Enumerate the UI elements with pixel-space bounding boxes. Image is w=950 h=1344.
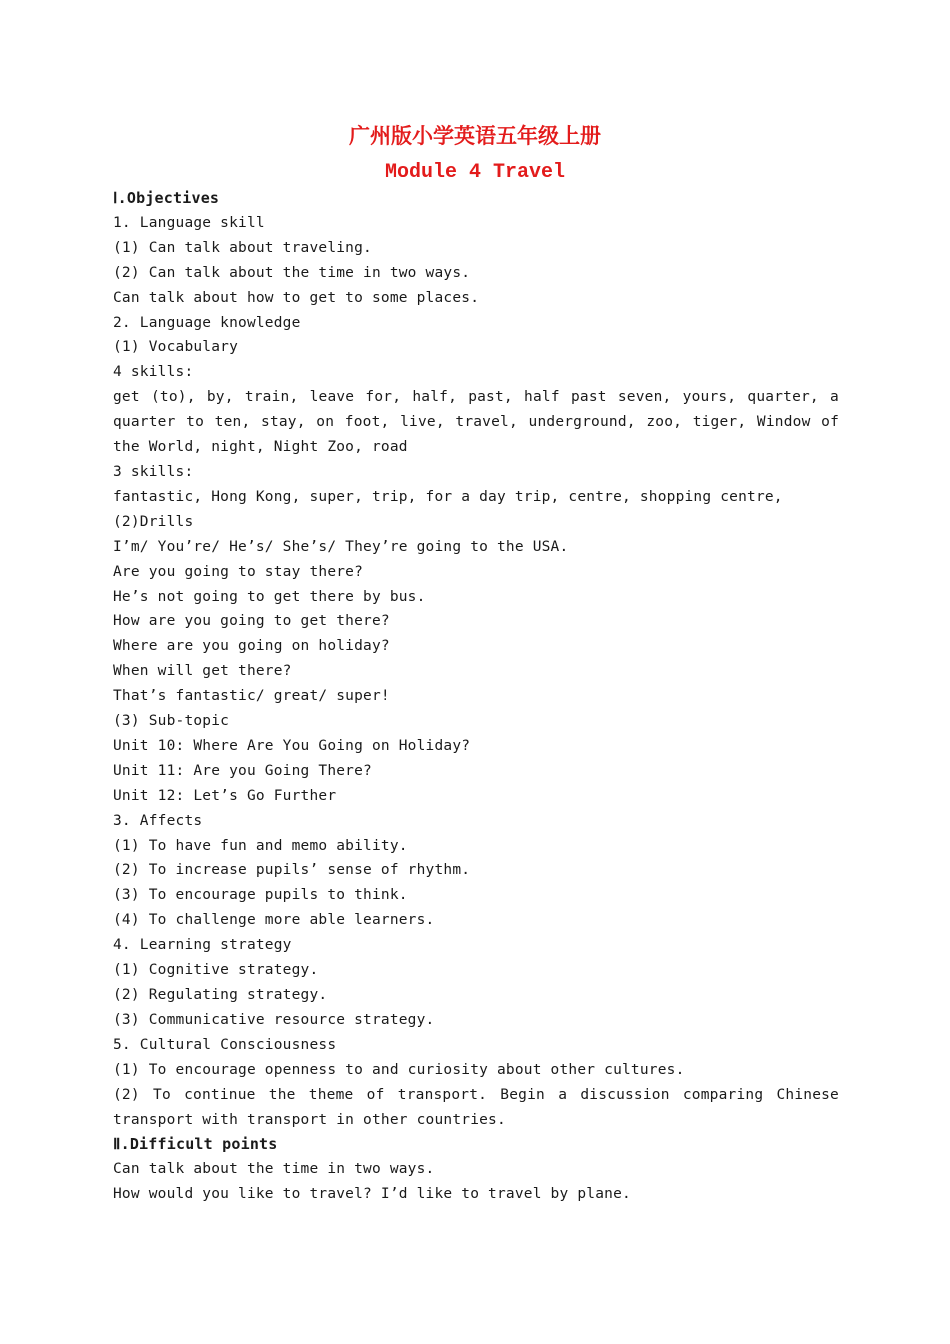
text-line: Where are you going on holiday? — [113, 638, 390, 655]
text-line: When will get there? — [113, 663, 292, 680]
text-line: He’s not going to get there by bus. — [113, 588, 426, 605]
text-line: 1. Language skill — [113, 214, 265, 231]
text-line: Are you going to stay there? — [113, 563, 364, 580]
text-line: (2)Drills — [113, 513, 194, 530]
section-heading: Ⅱ.Difficult points — [113, 1135, 278, 1154]
text-line: 2. Language knowledge — [113, 314, 301, 331]
text-line: How would you like to travel? I’d like to travel by plane. — [113, 1186, 631, 1203]
document-body — [113, 186, 839, 1207]
text-line: (3) Communicative resource strategy. — [113, 1011, 435, 1028]
module-title: Module 4 Travel — [384, 161, 566, 184]
text-line: (3) To encourage pupils to think. — [113, 887, 408, 904]
text-line: 4. Learning strategy — [113, 937, 292, 954]
text-line: Can talk about how to get to some places. — [113, 289, 480, 306]
document-title-chinese: 广州版小学英语五年级上册 — [349, 123, 601, 148]
text-line: 5. Cultural Consciousness — [113, 1036, 337, 1053]
text-line: 3 skills: — [113, 463, 194, 480]
section-heading: Ⅰ.Objectives — [113, 189, 220, 207]
text-line: (2) To increase pupils’ sense of rhythm. — [113, 862, 471, 879]
text-line: Unit 12: Let’s Go Further — [113, 787, 337, 804]
text-line: (1) Cognitive strategy. — [113, 962, 319, 979]
text-line: (1) Can talk about traveling. — [113, 239, 372, 256]
text-line: (4) To challenge more able learners. — [113, 912, 435, 929]
text-line: Can talk about the time in two ways. — [113, 1161, 435, 1178]
text-line: 4 skills: — [113, 364, 194, 381]
text-line: (1) To have fun and memo ability. — [113, 837, 408, 854]
text-line: (3) Sub-topic — [113, 713, 230, 730]
text-line: Unit 11: Are you Going There? — [113, 762, 372, 779]
text-line: How are you going to get there? — [113, 613, 390, 630]
text-line: get (to), by, train, leave for, half, past, half past seven, yours, quarter, a quarter to ten, stay, on foot, live, travel, underground, zoo, tiger, Window of the World, night, Night Zoo, road — [113, 389, 839, 456]
text-line: (2) To continue the theme of transport. Begin a discussion comparing Chinese transport with transport in other countries. — [113, 1086, 839, 1128]
text-line: That’s fantastic/ great/ super! — [113, 688, 390, 705]
text-line: fantastic, Hong Kong, super, trip, for a day trip, centre, shopping centre, — [113, 488, 783, 505]
text-line: 3. Affects — [113, 812, 203, 829]
text-line: (2) Regulating strategy. — [113, 987, 328, 1003]
text-line: Unit 10: Where Are You Going on Holiday? — [113, 737, 471, 754]
text-line: (1) Vocabulary — [113, 339, 239, 356]
text-line: (1) To encourage openness to and curiosity about other cultures. — [113, 1061, 685, 1078]
text-line: I’m/ You’re/ He’s/ She’s/ They’re going to the USA. — [113, 538, 569, 555]
text-line: (2) Can talk about the time in two ways. — [113, 264, 471, 281]
